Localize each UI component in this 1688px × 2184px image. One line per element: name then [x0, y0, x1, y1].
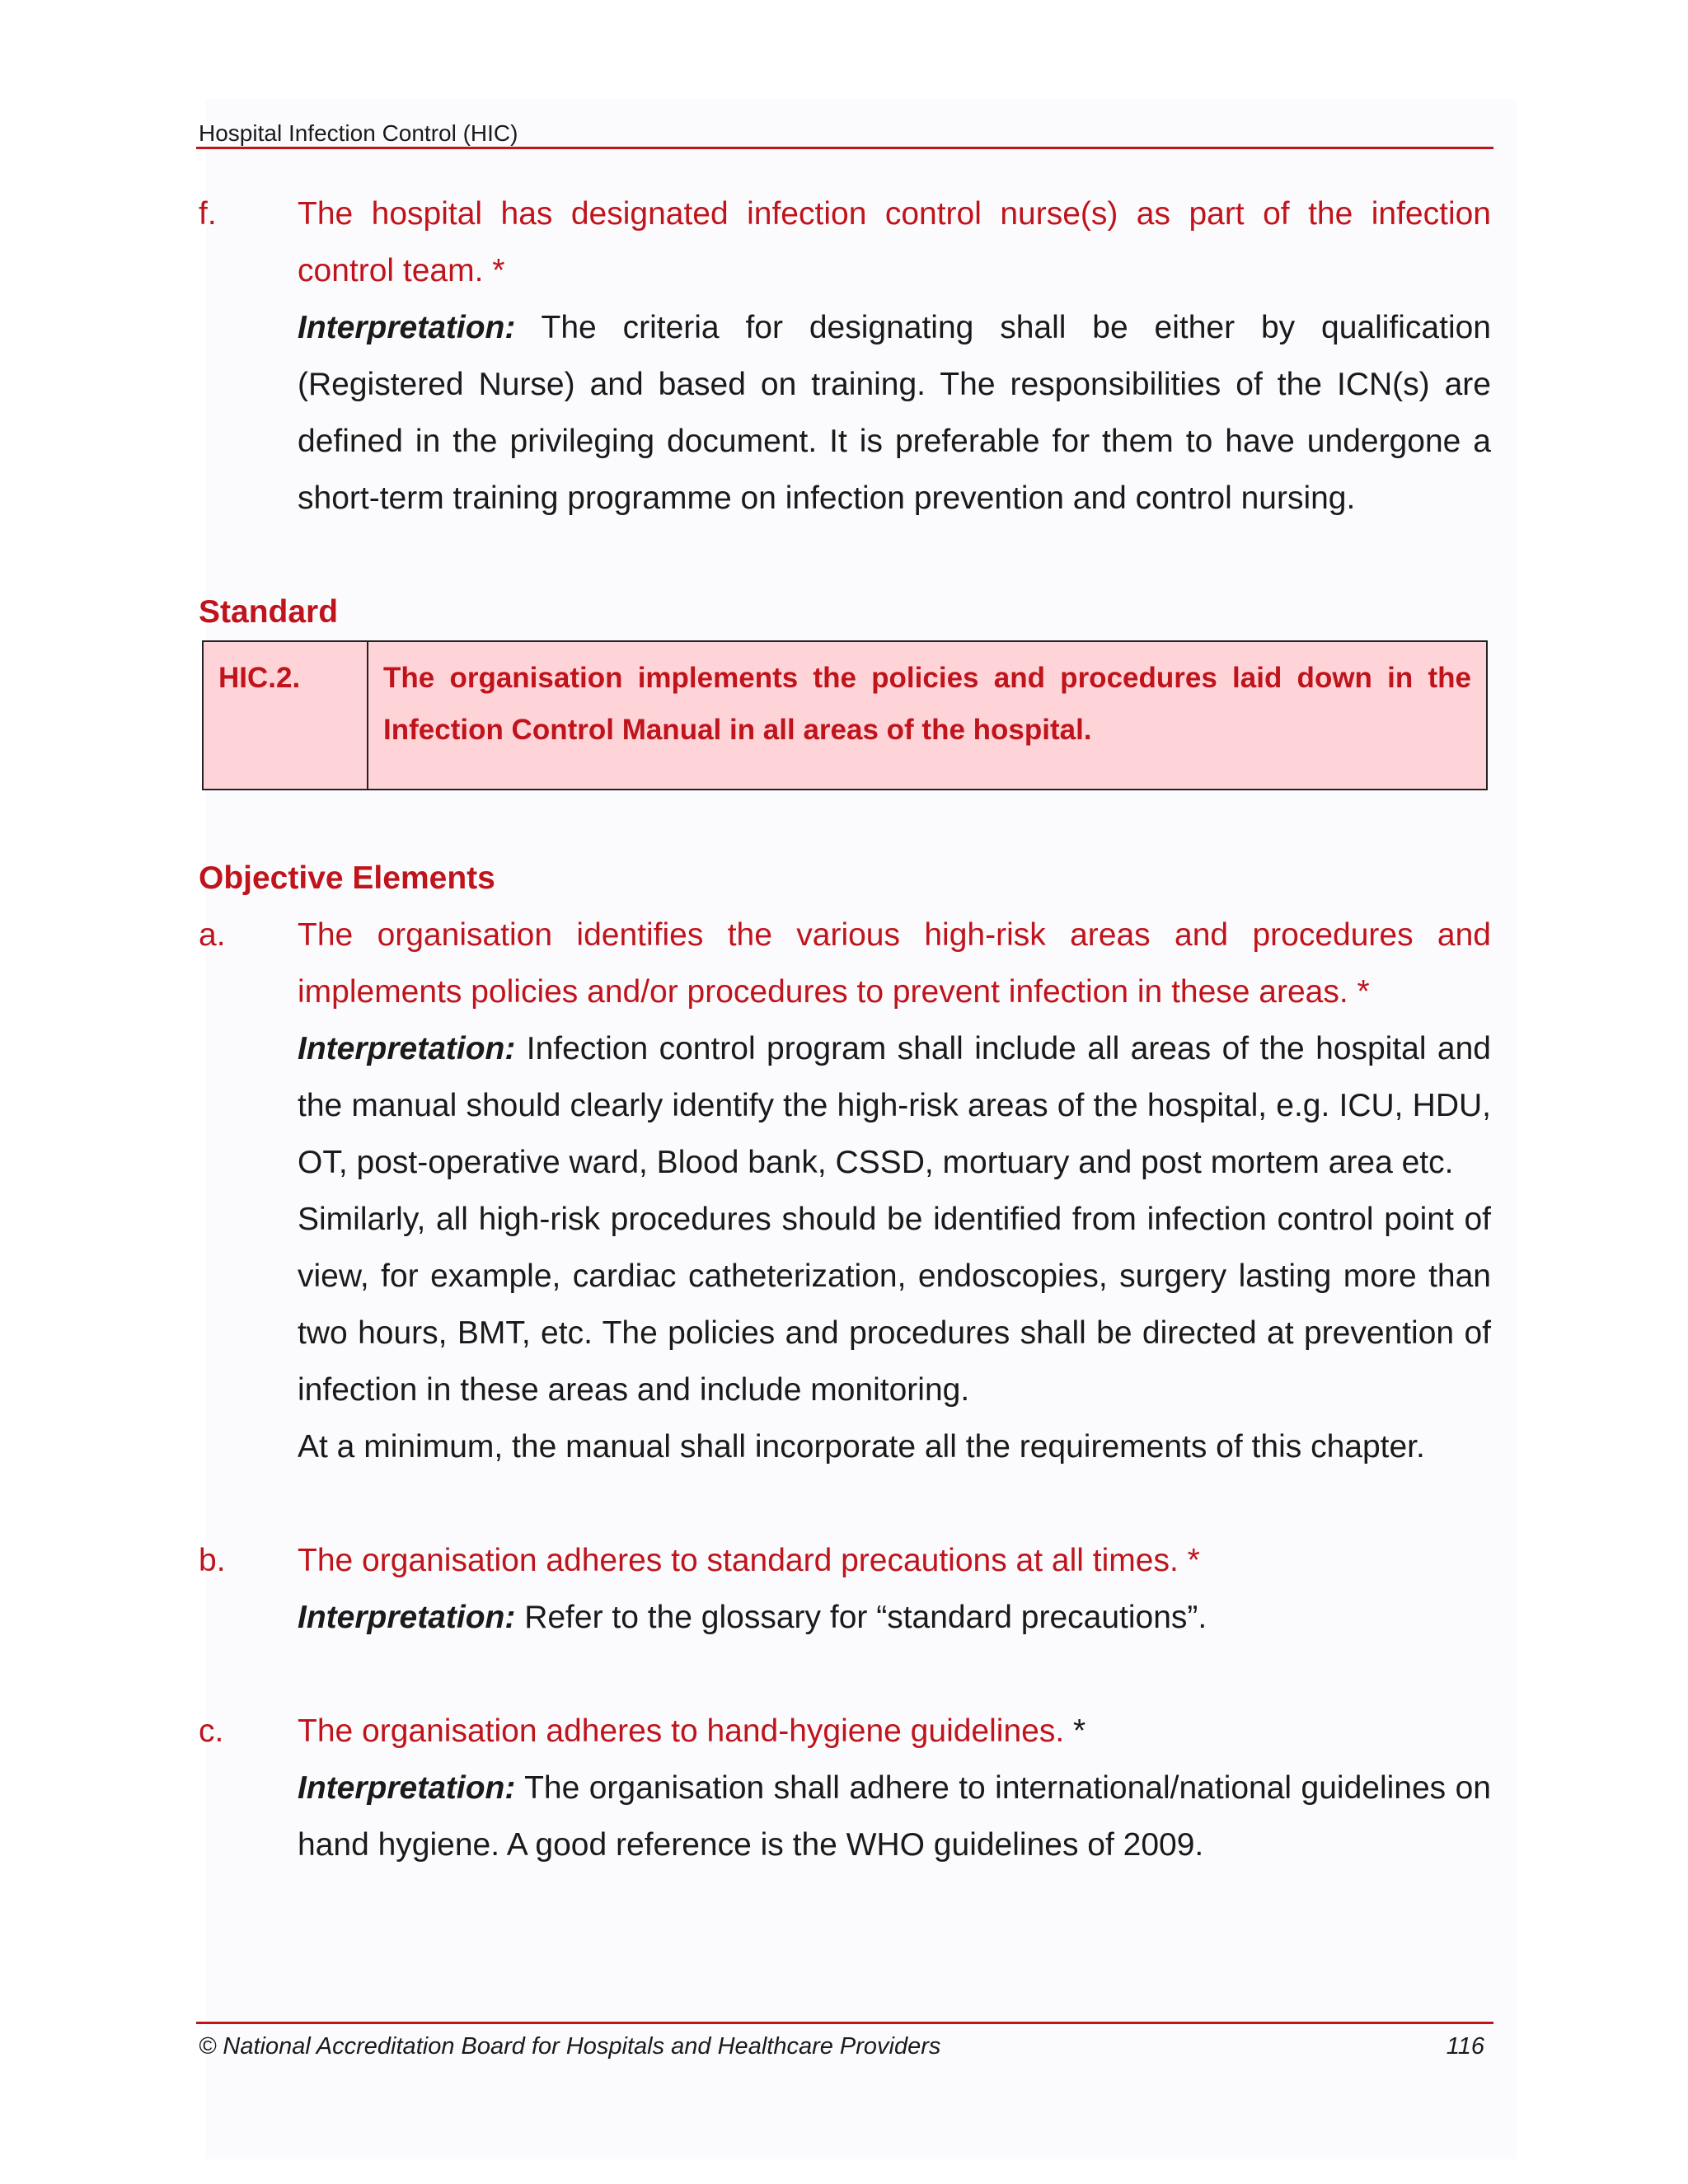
standard-heading: Standard	[199, 594, 339, 630]
element-statement: The organisation adheres to standard precautions at all times. *	[298, 1543, 1200, 1578]
interpretation-text: The organisation shall adhere to international/national guidelines on hand hygiene. A good reference is the WHO guidelines of 2009.	[298, 1770, 1491, 1863]
copyright-text: © National Accreditation Board for Hospitals and Healthcare Providers	[199, 2033, 941, 2060]
objective-element-c	[199, 1703, 1491, 1873]
objective-elements-heading: Objective Elements	[199, 860, 495, 896]
interpretation-text: Refer to the glossary for “standard precautions”.	[524, 1600, 1207, 1635]
interpretation	[298, 1020, 1491, 1191]
interpretation-label: Interpretation:	[298, 1770, 516, 1806]
interpretation-text: Infection control program shall include all areas of the hospital and the manual should clearly identify the high-risk areas of the hospital, e.g. ICU, HDU, OT, post-operative ward, Blood bank, CSSD, mortuary and post mortem area etc.	[298, 1031, 1491, 1180]
interpretation-label: Interpretation:	[298, 310, 516, 345]
objective-element-b	[199, 1532, 1491, 1646]
page-number: 116	[1446, 2033, 1484, 2060]
interpretation	[298, 1589, 1491, 1646]
element-statement: The organisation identifies the various high-risk areas and procedures and implements policies and/or procedures to prevent infection in these areas. *	[298, 917, 1491, 1010]
standard-text: The organisation implements the policies and procedures laid down in the Infection Control Manual in all areas of the hospital.	[383, 662, 1471, 746]
running-header: Hospital Infection Control (HIC)	[199, 120, 518, 146]
item-marker: b.	[199, 1543, 226, 1578]
item-marker: f.	[199, 196, 217, 232]
interpretation	[298, 299, 1491, 527]
interpretation-text: The criteria for designating shall be either by qualification (Registered Nurse) and based on training. The responsibilities of the ICN(s) are defined in the privileging document. It is preferable for them to have undergone a short-term training programme on infection prevention and control nursing.	[298, 310, 1491, 516]
interpretation-label: Interpretation:	[298, 1600, 516, 1635]
item-marker: a.	[199, 917, 226, 953]
footer-rule	[196, 2022, 1493, 2024]
element-statement: The hospital has designated infection control nurse(s) as part of the infection control team. *	[298, 196, 1491, 288]
item-marker: c.	[199, 1713, 224, 1749]
interpretation-continued: Similarly, all high-risk procedures should be identified from infection control point of view, for example, cardiac catheterization, endoscopies, surgery lasting more than two hours, BMT, etc. The policies and procedures shall be directed at prevention of infection in these areas and include monitoring.	[298, 1202, 1491, 1408]
interpretation-label: Interpretation:	[298, 1031, 516, 1066]
objective-element-a	[199, 907, 1491, 1475]
standard-box	[202, 640, 1488, 790]
element-statement: The organisation adheres to hand-hygiene guidelines. *	[298, 1713, 1086, 1749]
header-rule	[196, 147, 1493, 149]
interpretation-continued: At a minimum, the manual shall incorporate all the requirements of this chapter.	[298, 1429, 1425, 1465]
page-footer	[199, 2033, 1484, 2060]
objective-element-f	[199, 185, 1491, 527]
standard-id: HIC.2.	[204, 642, 368, 789]
interpretation	[298, 1760, 1491, 1873]
page-content	[199, 185, 1491, 1873]
